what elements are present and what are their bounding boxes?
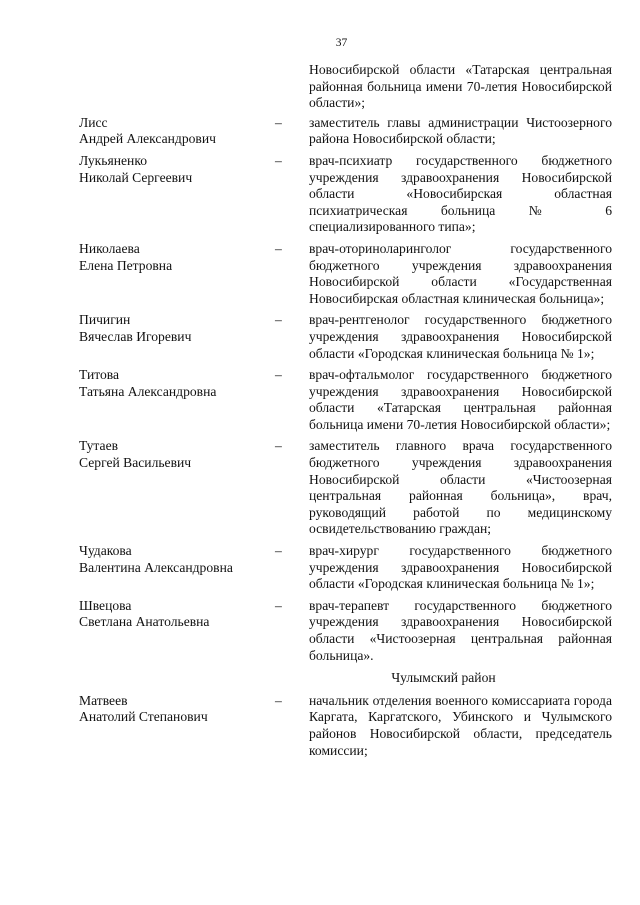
continuation-entry (79, 62, 612, 112)
member-name (79, 312, 275, 345)
member-given-name: Сергей Васильевич (79, 455, 192, 471)
position-text: Новосибирской области «Татарская центральная районная больница имени 70-летия Новосибирской области»; (309, 62, 612, 111)
member-name (79, 438, 275, 471)
position-text: врач-рентгенолог государственного бюджетного учреждения здравоохранения Новосибирской области «Городская клиническая больница № 1»; (309, 312, 612, 361)
member-surname: Пичигин (79, 312, 131, 328)
member-given-name: Николай Сергеевич (79, 169, 193, 185)
position-text: врач-хирург государственного бюджетного учреждения здравоохранения Новосибирской области «Городская клиническая больница № 1»; (309, 543, 612, 592)
dash: – (275, 114, 282, 130)
member-entry (79, 115, 612, 148)
member-entry (79, 693, 612, 759)
member-name (79, 693, 275, 726)
member-name (79, 367, 275, 400)
position-text: врач-оториноларинголог государственного бюджетного учреждения здравоохранения Новосибирской области «Государственная Новосибирская областная клиническая больница»; (309, 240, 612, 306)
position-text: заместитель главы администрации Чистоозерного района Новосибирской области; (309, 114, 612, 147)
dash: – (275, 543, 282, 559)
member-given-name: Анатолий Степанович (79, 709, 208, 725)
dash: – (275, 438, 282, 454)
member-given-name: Валентина Александровна (79, 559, 233, 575)
member-given-name: Елена Петровна (79, 257, 173, 273)
member-entry (79, 598, 612, 664)
member-name (79, 241, 275, 274)
member-entry (79, 438, 612, 538)
member-given-name: Светлана Анатольевна (79, 614, 210, 630)
member-name (79, 543, 275, 576)
member-surname: Чудакова (79, 543, 132, 559)
member-entry (79, 543, 612, 593)
member-given-name: Татьяна Александровна (79, 383, 217, 399)
member-surname: Лисс (79, 114, 108, 130)
member-name (79, 598, 275, 631)
document-body (79, 62, 612, 759)
position-text: врач-терапевт государственного бюджетного учреждения здравоохранения Новосибирской области «Чистоозерная центральная районная больница». (309, 597, 612, 663)
page-number: 37 (335, 37, 348, 49)
member-surname: Лукьяненко (79, 152, 148, 168)
dash: – (275, 692, 282, 708)
member-entry (79, 153, 612, 236)
dash: – (275, 367, 282, 383)
position-text: начальник отделения военного комиссариата города Каргата, Каргатского, Убинского и Чулымского районов Новосибирской области, председатель комиссии; (309, 692, 612, 758)
position-text: заместитель главного врача государственного бюджетного учреждения здравоохранения Новосибирской области «Чистоозерная центральная районная больница», врач, руководящий работой по медицинскому освидетельствованию граждан; (309, 438, 612, 537)
section-title: Чулымский район (391, 670, 496, 686)
member-surname: Швецова (79, 597, 132, 613)
member-surname: Тутаев (79, 438, 119, 454)
member-given-name: Андрей Александрович (79, 131, 216, 147)
member-surname: Матвеев (79, 692, 128, 708)
member-entry (79, 241, 612, 307)
member-name (79, 153, 275, 186)
member-surname: Николаева (79, 240, 140, 256)
dash: – (275, 597, 282, 613)
member-given-name: Вячеслав Игоревич (79, 328, 192, 344)
position-text: врач-психиатр государственного бюджетного учреждения здравоохранения Новосибирской области «Новосибирская областная психиатрическая больница № 6 специализированного типа»; (309, 152, 612, 235)
dash: – (275, 312, 282, 328)
dash: – (275, 152, 282, 168)
member-name (79, 115, 275, 148)
member-entry (79, 312, 612, 362)
member-surname: Титова (79, 367, 120, 383)
dash: – (275, 240, 282, 256)
member-entry (79, 367, 612, 433)
position-text: врач-офтальмолог государственного бюджетного учреждения здравоохранения Новосибирской области «Татарская центральная районная больница имени 70-летия Новосибирской области»; (309, 367, 612, 432)
